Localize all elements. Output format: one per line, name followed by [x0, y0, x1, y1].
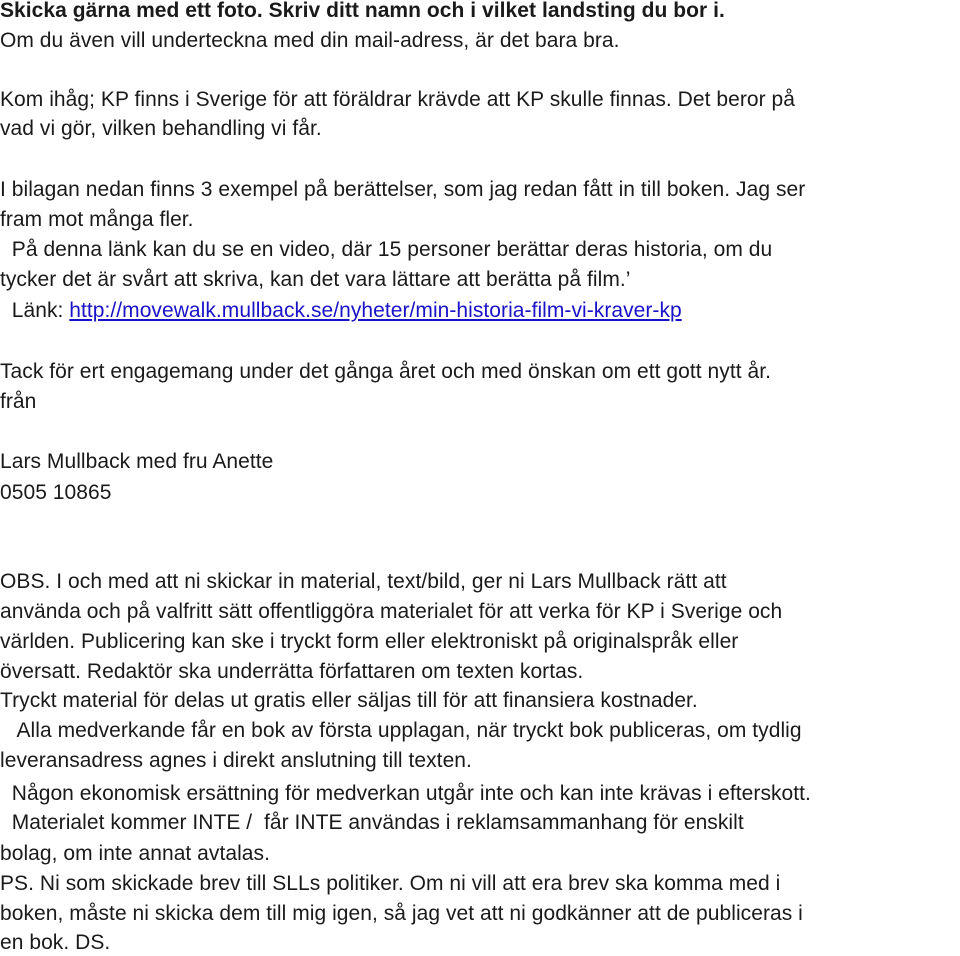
link-prefix: Länk:: [0, 299, 70, 322]
notice-line: använda och på valfritt sätt offentliggöra materialet för att verka för KP i Sverige och: [0, 600, 783, 623]
signature-phone: 0505 10865: [0, 481, 112, 504]
notice-line: Materialet kommer INTE / får INTE användas i reklamsammanhang för enskilt: [0, 811, 744, 834]
notice-line: en bok. DS.: [0, 931, 111, 954]
video-line-2: tycker det är svårt att skriva, kan det vara lättare att berätta på film.’: [0, 268, 631, 291]
video-line-1: På denna länk kan du se en video, där 15 personer berättar deras historia, om du: [0, 238, 773, 261]
attachment-line-2: fram mot många fler.: [0, 208, 194, 231]
notice-line: PS. Ni som skickade brev till SLLs politiker. Om ni vill att era brev ska komma med i: [0, 872, 781, 895]
notice-line: Tryckt material för delas ut gratis eller säljas till för att finansiera kostnader.: [0, 689, 698, 712]
signature-name: Lars Mullback med fru Anette: [0, 450, 274, 473]
notice-line: leveransadress agnes i direkt anslutning till texten.: [0, 749, 472, 772]
notice-line: översatt. Redaktör ska underrätta författaren om texten kortas.: [0, 660, 584, 683]
reminder-line-1: Kom ihåg; KP finns i Sverige för att föräldrar krävde att KP skulle finnas. Det beror på: [0, 88, 796, 111]
from-line: från: [0, 390, 37, 413]
notice-line: världen. Publicering kan ske i tryckt form eller elektroniskt på originalspråk eller: [0, 630, 739, 653]
notice-line: OBS. I och med att ni skickar in material, text/bild, ger ni Lars Mullback rätt att: [0, 570, 727, 593]
notice-line: Någon ekonomisk ersättning för medverkan utgår inte och kan inte krävas i efterskott.: [0, 782, 811, 805]
notice-line: bolag, om inte annat avtalas.: [0, 842, 270, 865]
header-line-2: Om du även vill underteckna med din mail-adress, är det bara bra.: [0, 29, 620, 52]
video-link-line: [0, 298, 682, 324]
reminder-line-2: vad vi gör, vilken behandling vi får.: [0, 117, 322, 140]
video-link[interactable]: http://movewalk.mullback.se/nyheter/min-historia-film-vi-kraver-kp: [69, 299, 682, 322]
header-line-1: Skicka gärna med ett foto. Skriv ditt namn och i vilket landsting du bor i.: [0, 0, 725, 22]
notice-line: Alla medverkande får en bok av första upplagan, när tryckt bok publiceras, om tydlig: [0, 719, 802, 742]
thanks-line: Tack för ert engagemang under det gånga året och med önskan om ett gott nytt år.: [0, 360, 771, 383]
notice-line: boken, måste ni skicka dem till mig igen, så jag vet att ni godkänner att de publiceras i: [0, 902, 803, 925]
attachment-line-1: I bilagan nedan finns 3 exempel på berättelser, som jag redan fått in till boken. Jag ser: [0, 178, 806, 201]
